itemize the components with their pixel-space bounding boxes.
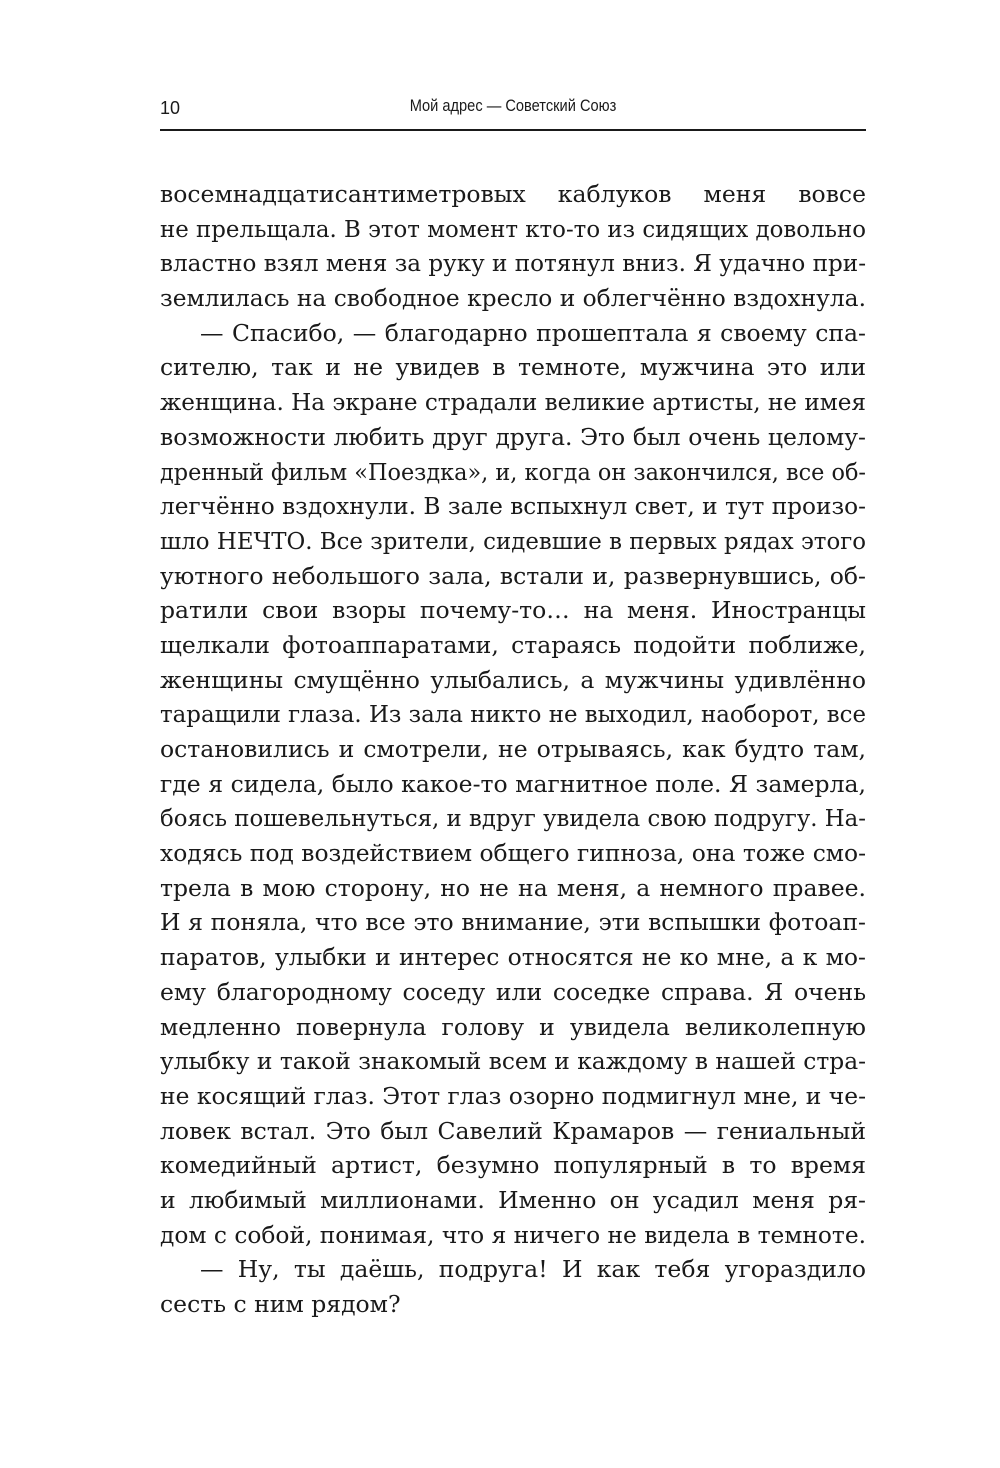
text-line: щелкали фотоаппаратами, стараясь подойти поближе,	[160, 630, 866, 659]
text-line: сесть с ним рядом?	[160, 1290, 401, 1318]
text-line: — Спасибо, — благодарно прошептала я своему спа-	[200, 318, 866, 347]
text-line: дом с собой, понимая, что я ничего не видела в темноте.	[160, 1220, 866, 1249]
text-line: властно взял меня за руку и потянул вниз. Я удачно при-	[160, 249, 866, 278]
text-line: землилась на свободное кресло и облегчённо вздохнула.	[160, 284, 866, 313]
book-title: Мой адрес — Советский Союз	[409, 96, 617, 115]
text-line: комедийный артист, безумно популярный в то время	[160, 1151, 866, 1180]
text-line: сителю, так и не увидев в темноте, мужчина это или	[160, 353, 866, 382]
text-line: шло НЕЧТО. Все зрители, сидевшие в первых рядах этого	[160, 526, 866, 555]
text-line: улыбку и такой знакомый всем и каждому в нашей стра-	[160, 1047, 866, 1076]
text-line: не прельщала. В этот момент кто-то из сидящих довольно	[160, 214, 866, 243]
text-line: возможности любить друг друга. Это был очень целому-	[160, 422, 866, 451]
page-number: 10	[160, 98, 181, 118]
text-line: женщина. На экране страдали великие артисты, не имея	[160, 388, 866, 417]
text-line: медленно повернула голову и увидела великолепную	[160, 1012, 866, 1041]
text-line: женщины смущённо улыбались, а мужчины удивлённо	[160, 665, 866, 694]
text-line: ему благородному соседу или соседке справа. Я очень	[160, 977, 866, 1006]
text-line: дренный фильм «Поездка», и, когда он закончился, все об-	[160, 457, 866, 486]
text-line: восемнадцатисантиметровых каблуков меня вовсе	[160, 180, 866, 208]
text-line: остановились и смотрели, не отрываясь, как будто там,	[160, 735, 866, 763]
running-head	[160, 96, 866, 124]
text-line: не косящий глаз. Этот глаз озорно подмигнул мне, и че-	[160, 1081, 866, 1110]
text-line: ратили свои взоры почему-то… на меня. Иностранцы	[160, 596, 866, 625]
header-rule	[160, 129, 866, 131]
text-line: трела в мою сторону, но не на меня, а немного правее.	[160, 873, 866, 902]
text-line: таращили глаза. Из зала никто не выходил, наоборот, все	[160, 700, 866, 729]
text-line: и любимый миллионами. Именно он усадил меня ря-	[160, 1185, 866, 1214]
text-line: ловек встал. Это был Савелий Крамаров — гениальный	[160, 1116, 866, 1145]
text-line: боясь пошевельнуться, и вдруг увидела свою подругу. На-	[160, 804, 866, 833]
text-line: И я поняла, что все это внимание, эти вспышки фотоап-	[160, 908, 866, 937]
text-line: уютного небольшого зала, встали и, развернувшись, об-	[160, 561, 866, 590]
text-line: паратов, улыбки и интерес относятся не ко мне, а к мо-	[160, 943, 866, 972]
body-text	[160, 177, 866, 1322]
text-line: легчённо вздохнули. В зале вспыхнул свет, и тут произо-	[160, 492, 866, 521]
text-line: — Ну, ты даёшь, подруга! И как тебя угораздило	[200, 1255, 866, 1284]
text-line: где я сидела, было какое-то магнитное поле. Я замерла,	[160, 769, 866, 798]
text-line: ходясь под воздействием общего гипноза, она тоже смо-	[160, 839, 866, 868]
